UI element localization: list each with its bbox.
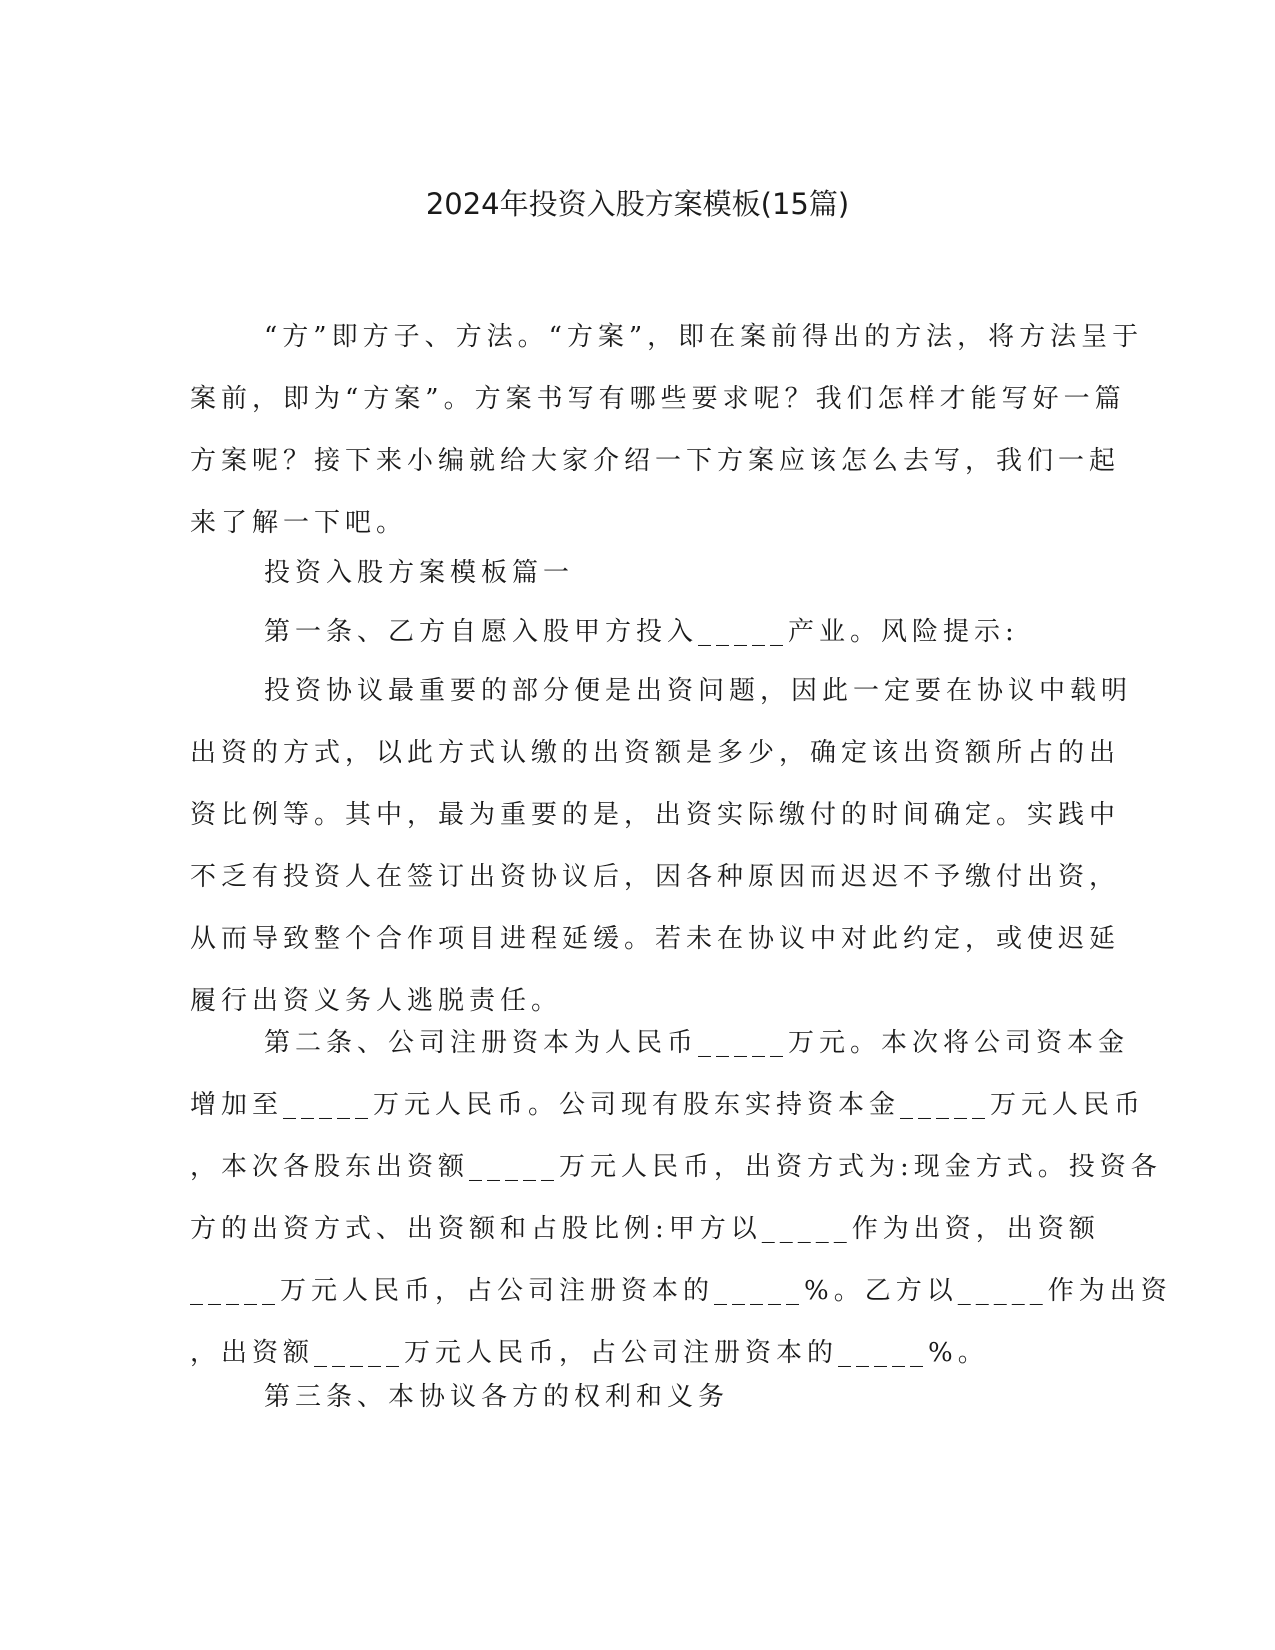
risk-paragraph	[190, 660, 1133, 1032]
article-2-line: 方的出资方式、出资额和占股比例:甲方以_____作为出资，出资额	[190, 1214, 1100, 1244]
article-3: 第三条、本协议各方的权利和义务	[264, 1382, 730, 1412]
risk-line: 资比例等。其中，最为重要的是，出资实际缴付的时间确定。实践中	[190, 800, 1121, 830]
article-2-line: 增加至_____万元人民币。公司现有股东实持资本金_____万元人民币	[190, 1090, 1146, 1120]
document-title: 2024年投资入股方案模板(15篇)	[425, 187, 850, 221]
article-2-line: ，本次各股东出资额_____万元人民币，出资方式为:现金方式。投资各	[190, 1152, 1162, 1182]
intro-line: “方”即方子、方法。“方案”，即在案前得出的方法，将方法呈于	[264, 322, 1144, 352]
risk-line: 从而导致整个合作项目进程延缓。若未在协议中对此约定，或使迟延	[190, 924, 1121, 954]
intro-line: 案前，即为“方案”。方案书写有哪些要求呢？我们怎样才能写好一篇	[190, 384, 1126, 414]
section-heading: 投资入股方案模板篇一	[264, 558, 575, 588]
risk-line: 履行出资义务人逃脱责任。	[190, 986, 563, 1016]
article-2-paragraph	[190, 1012, 1172, 1384]
intro-line: 来了解一下吧。	[190, 508, 408, 538]
risk-line: 投资协议最重要的部分便是出资问题，因此一定要在协议中载明	[264, 676, 1133, 706]
article-2-line: ，出资额_____万元人民币，占公司注册资本的_____%。	[190, 1338, 989, 1368]
article-2-line: _____万元人民币，占公司注册资本的_____%。乙方以_____作为出资	[190, 1276, 1172, 1306]
article-1-block	[190, 601, 1090, 663]
article-2-line: 第二条、公司注册资本为人民币_____万元。本次将公司资本金	[264, 1028, 1130, 1058]
risk-line: 不乏有投资人在签订出资协议后，因各种原因而迟迟不予缴付出资，	[190, 862, 1121, 892]
article-3-block	[190, 1366, 1090, 1428]
intro-line: 方案呢？接下来小编就给大家介绍一下方案应该怎么去写，我们一起	[190, 446, 1121, 476]
intro-paragraph	[190, 306, 1144, 554]
article-1: 第一条、乙方自愿入股甲方投入_____产业。风险提示:	[264, 617, 1019, 647]
risk-line: 出资的方式，以此方式认缴的出资额是多少，确定该出资额所占的出	[190, 738, 1121, 768]
section-heading-block	[190, 542, 1090, 604]
